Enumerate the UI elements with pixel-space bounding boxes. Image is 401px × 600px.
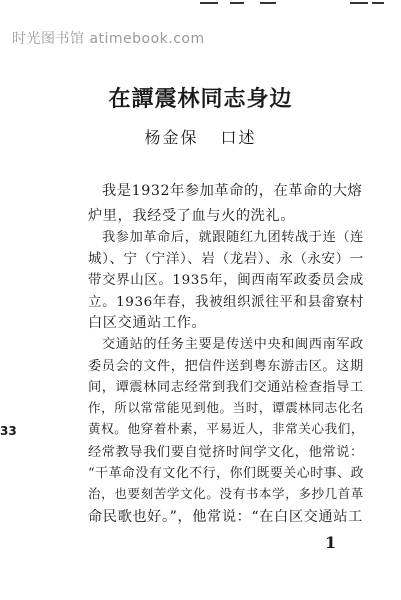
body-line: 立。1936年春，我被组织派往平和县畲寮村 bbox=[88, 294, 364, 310]
body-line: 命民歌也好。”，他常说：“在白区交通站工 bbox=[88, 509, 363, 525]
body-line: 间，谭震林同志经常到我们交通站检查指导工 bbox=[88, 380, 364, 395]
page-title: 在譚震林同志身边 bbox=[108, 87, 293, 112]
body-line: 治，也要刻苦学文化。没有书本学，多抄几首革 bbox=[88, 486, 365, 501]
side-mark: 33 bbox=[0, 424, 17, 438]
body-line: 交通站的任务主要是传送中央和闽西南军政 bbox=[102, 337, 364, 352]
body-line: 我是1932年参加革命的，在革命的大熔 bbox=[102, 183, 363, 199]
author-role: 口述 bbox=[220, 128, 257, 147]
author-line bbox=[0, 125, 401, 148]
body-line: 带交界山区。1935年，闽西南军政委员会成 bbox=[88, 272, 364, 288]
body-line: 经常教导我们要自觉挤时间学文化，他常说： bbox=[88, 445, 364, 460]
body-line: 白区交通站工作。 bbox=[88, 315, 207, 331]
top-edge-lines bbox=[200, 0, 390, 6]
body-line: 城）、宁（宁洋）、岩（龙岩）、永（永安）一 bbox=[88, 251, 364, 267]
body-line: 委员会的文件，把信件送到粤东游击区。这期 bbox=[88, 359, 364, 374]
author-name: 杨金保 bbox=[144, 128, 199, 147]
page-number: 1 bbox=[325, 533, 337, 552]
body-line: 作，所以常常能见到他。当时，谭震林同志化名 bbox=[88, 400, 365, 415]
body-line: “干革命没有文化不行，你们既要关心时事、政 bbox=[88, 466, 365, 481]
body-line: 黄权。他穿着朴素，平易近人，非常关心我们， bbox=[88, 421, 365, 436]
body-line: 炉里，我经受了血与火的洗礼。 bbox=[88, 208, 296, 224]
watermark: 时光图书馆 atimebook.com bbox=[12, 31, 205, 47]
body-line: 我参加革命后，就跟随红九团转战于连（连 bbox=[102, 230, 364, 245]
